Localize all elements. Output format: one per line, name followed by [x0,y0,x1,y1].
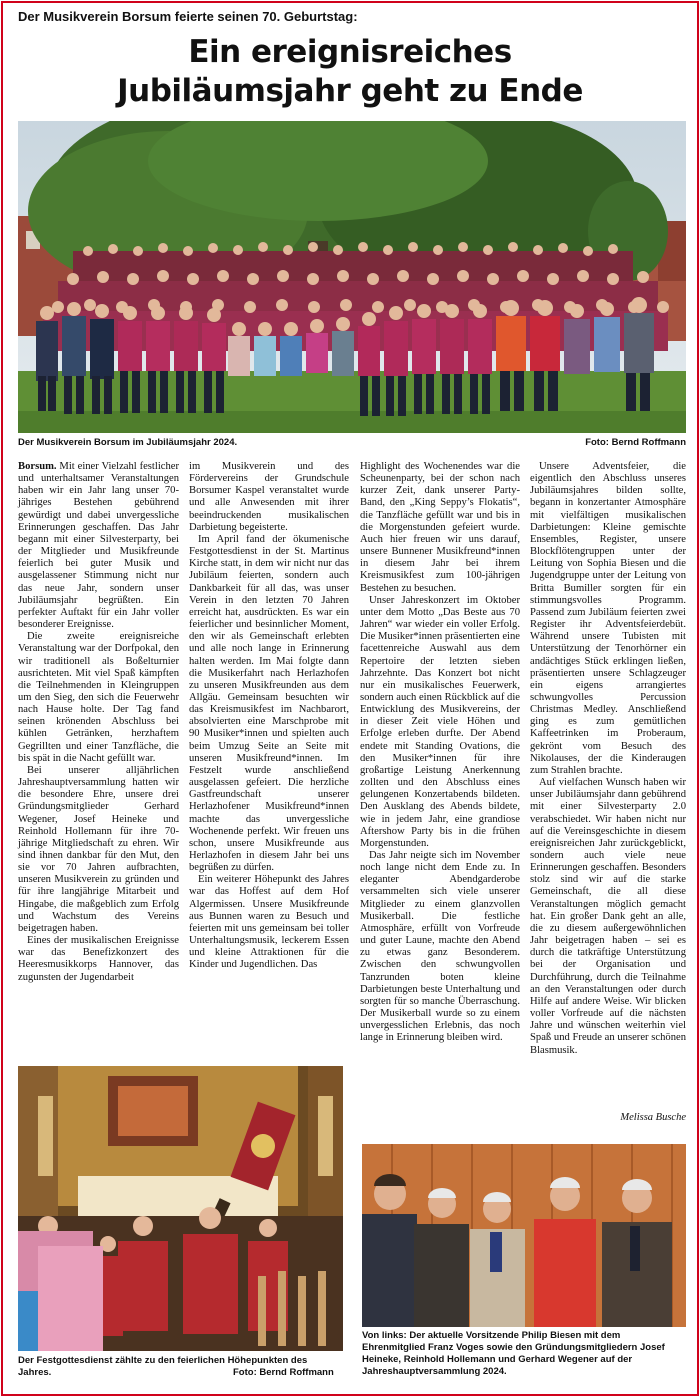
paragraph: Eines der musikalischen Ereignisse war das Benefizkonzert des Heeresmusikkorps Hannover, das zugunsten der Jugendarbeit [18,935,179,983]
paragraph: Bei unserer alljährlichen Jahreshauptversammlung hatten wir die besondere Ehre, unsere drei Gründungsmitglieder Gerhard Wegener, Josef Heineke und Reinhold Hollemann für ihre 70-jährige Mitgliedschaft zu ehren. Wir sind ihnen dankbar für den Mut, den sie vor 70 Jahren aufbrachten, unseren Musikverein zu gründen und für ihre langjährige Mitarbeit und Hingabe, die maßgeblich zum Erfolg und Wachstum des Vereins beigetragen haben. [18,764,179,934]
paragraph: Unsere Adventsfeier, die eigentlich den Abschluss unseres Jubiläumsjahres bilden sollte, begann in konzertanter Atmosphäre mit vielfältigen musikalischen Darbietungen: Kleine gemischte Ensembles, Register, unsere Blockflötengruppen unter der Leitung von Sophia Biesen und die Jugendgruppe unter der Leitung von Britta Bumiller sorgten für ein stimmungsvolles Programm. Passend zum Jubiläum feierten zwei Register ihr Adventsfeierdebüt. Während unsere Tubisten mit Unterstützung der Tenorhörner ein andächtiges Stück erklingen ließen, präsentierten unsere Schlagzeuger ein eigens arrangiertes schwungvolles Percussion Christmas Medley. Anschließend ging es zum gemütlichen Kaffeetrinken im Proberaum, gekrönt vom Besuch des Nikolauses, der die Kinderaugen zum Strahlen brachte. [530,461,686,776]
honorees-photo-caption: Von links: Der aktuelle Vorsitzende Philip Biesen mit dem Ehrenmitglied Franz Voges sowie den Gründungsmitgliedern Josef Heineke, Reinhold Hollemann und Gerhard Wegener auf der Jahreshauptversammlung 2024. [362,1330,665,1377]
article-column-2 [189,461,349,972]
article-column-1 [18,461,179,984]
group-photo-credit: Foto: Bernd Roffmann [585,437,686,448]
paragraph: Auf vielfachen Wunsch haben wir unser Jubiläumsjahr dann gebührend mit einer Silvesterparty 2.0 verabschiedet. Wir haben nicht nur auf die Vereinsgeschichte in diesem ereignisreichen Jahr zurückgeblickt, sondern auch viele neue Erinnerungen geschaffen. Besonders stolz sind wir auf die starke Gemeinschaft, die all diese Veranstaltungen möglich gemacht hat. Ein großer Dank geht an alle, die zu diesem außergewöhnlichen Jahr beigetragen haben – sei es durch die tatkräftige Unterstützung bei der Organisation und Durchführung, durch die Teilnahme an den Veranstaltungen oder durch Hilfe auf andere Weise. Wir blicken voller Vorfreude auf die nächsten Jahre und wünschen weiterhin viel Spaß und Freude an unserer schönen Blasmusik. [530,777,686,1056]
paragraph: Im April fand der ökumenische Festgottesdienst in der St. Martinus Kirche statt, in dem wir nicht nur das Jubiläum feierten, sondern auch Dankbarkeit für all das, was unser Verein in den letzten 70 Jahren erreicht hat, ausdrückten. Es war ein feierlicher und besinnlicher Moment, den wir als Gemeinschaft erlebten und alle noch lange in Erinnerung halten werden. Im Mai folgte dann die Musikerfahrt nach Herlazhofen zu unseren Musikfreunden aus dem Allgäu. Gemeinsam besuchten wir das Kreismusikfest im Nachbarort, absolvierten eine Marschprobe mit 90 Musiker*innen und spielten auch beim Umzug Seite an Seite mit unseren Musikfreund*innen. Im Festzelt wurde anschließend ausgelassen gefeiert. Die herzliche Gastfreundschaft unserer Herlazhofener Musikfreund*innen machte das unvergessliche Wochenende perfekt. Wir freuen uns schon, unsere Musikfreunde aus Herlazhofen in diesem Jahr bei uns begrüßen zu dürfen. [189,533,349,874]
honorees-photo [362,1144,686,1327]
paragraph: Unser Jahreskonzert im Oktober unter dem Motto „Das Beste aus 70 Jahren“ war wieder ein voller Erfolg. Die Musiker*innen präsentierten eine facettenreiche Auswahl aus dem Repertoire der letzten sieben Jahrzehnte. Das Konzert bot nicht nur ein musikalisches Feuerwerk, sondern auch einen Rückblick auf die Entwicklung des Musikvereins, der in dieser Zeit viele Höhen und Erfolge erleben durfte. Der Abend endete mit Standing Ovations, die den Musiker*innen für ihre großartige Leistung Anerkennung zollten und den Abschluss eines gelungenen Konzertabends bildeten. Den Ausklang des Abends bildete, wie in jedem Jahr, eine grandiose Aftershow Party bis in die frühen Morgenstunden. [360,594,520,849]
article-kicker: Der Musikverein Borsum feierte seinen 70. Geburtstag: [18,9,358,24]
group-photo [18,121,686,433]
church-photo [18,1066,343,1351]
paragraph: im Musikverein und des Fördervereins der Grundschule Borsumer Kaspel veranstaltet wurde und alle Anwesenden mit ihrer beeindruckenden musikalischen Darbietung begeisterte. [189,461,349,533]
church-photo-credit: Foto: Bernd Roffmann [233,1367,334,1378]
article-column-4 [530,461,686,1057]
article-column-3 [360,461,520,1045]
group-photo-caption: Der Musikverein Borsum im Jubiläumsjahr 2024. [18,437,238,448]
church-photo-caption: Der Festgottesdienst zählte zu den feierlichen Höhepunkten des Jahres. [18,1355,308,1378]
dateline: Borsum. [18,461,57,472]
paragraph: Ein weiterer Höhepunkt des Jahres war das Hoffest auf dem Hof Algermissen. Unsere Musikfreunde aus Bunnen waren zu Besuch und feierten mit uns gemeinsam bei toller Unterhaltungsmusik, leckerem Essen und kleine Attraktionen für die Kinder und Jugendlichen. Das [189,874,349,971]
author-signature: Melissa Busche [620,1112,686,1123]
paragraph: Highlight des Wochenendes war die Scheunenparty, bei der schon nach kurzer Zeit, dank unserer Party-Band, den „King Seppy’s Flokatis“, die Tanzfläche gefüllt war und bis in die Morgenstunden gefeiert wurde. Auch hier freuen wir uns darauf, unsere Bunnener Musikfreund*innen in diesem Jahr bei ihrem Kreismusikfest zum 100-jährigen Bestehen zu besuchen. [360,461,520,594]
paragraph: Das Jahr neigte sich im November noch lange nicht dem Ende zu. In eleganter Abendgarderobe versammelten sich viele unserer Mitglieder zu einem glanzvollen Musikerball. Die festliche Atmosphäre, erfüllt von Vorfreude und guter Laune, machte den Abend zu etwas ganz Besonderem. Zwischen den schwungvollen Tanzrunden boten kleine Darbietungen beste Unterhaltung und sorgten für so manche Überraschung. Der Musikerball wurde so zu einem unvergesslichen Erlebnis, das noch lange in Erinnerung bleiben wird. [360,850,520,1044]
headline-line-2: Jubiläumsjahr geht zu Ende [117,73,583,109]
paragraph: Mit einer Vielzahl festlicher und unterhaltsamer Veranstaltungen haben wir ein Jahr lang unser 70-jähriges Bestehen gebührend gewürdigt und dabei unvergessliche Erinnerungen geschaffen. Das Jahr begann mit einer Silvesterparty, bei der Mitglieder und Musikfreunde feierlich bei guter Musik und ausgelassener Stimmung nicht nur das neue Jahr, sondern unser Jubiläumsjahr begrüßten. Ein perfekter Auftakt für ein Jahr voller besonderer Ereignisse. [18,461,179,631]
paragraph: Die zweite ereignisreiche Veranstaltung war der Dorfpokal, den wir traditionell als Boßelturnier ausrichteten. Mit viel Spaß kämpften die Teilnehmenden in Kleingruppen um den Sieg, den sich die Feuerwehr nach Hause holte. Der Tag fand seinen krönenden Abschluss bei kühlen Getränken, herzhaftem Gegrillten und einer Tanzfläche, die bis spät in die Nacht gefüllt war. [18,631,179,764]
headline-line-1: Ein ereignisreiches [188,34,512,70]
